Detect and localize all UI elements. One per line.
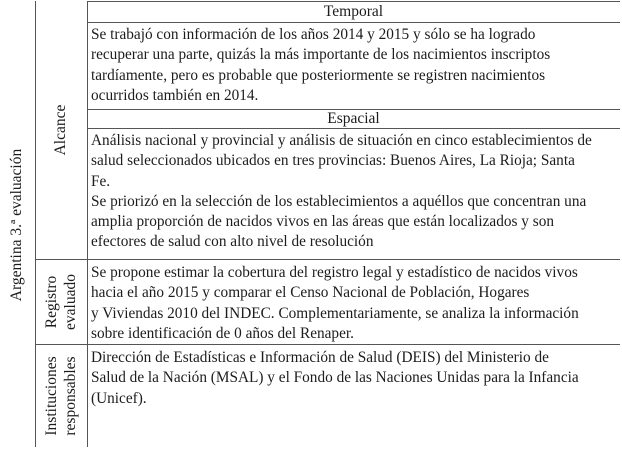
espacial-text — [91, 131, 616, 253]
espacial-line: Fe. — [91, 172, 111, 190]
instituciones-text — [91, 348, 616, 409]
registro-label-line2: evaluado — [62, 274, 79, 330]
instituciones-line: (Unicef). — [91, 389, 147, 407]
temporal-line: tardíamente, pero es probable que posteriormente se registren nacimientos — [91, 66, 546, 84]
instituciones-label-line2: responsables — [62, 356, 79, 436]
rule-under-espacial-heading — [87, 128, 620, 129]
temporal-heading: Temporal — [323, 3, 384, 20]
rule-under-temporal-heading — [87, 22, 620, 23]
registro-text — [91, 263, 616, 344]
temporal-line: ocurridos también en 2014. — [91, 86, 259, 104]
temporal-text — [91, 25, 616, 106]
instituciones-line: Dirección de Estadísticas e Información de Salud (DEIS) del Ministerio de — [91, 349, 549, 366]
rule-left-inner — [87, 1, 88, 447]
alcance-label: Alcance — [52, 104, 69, 156]
registro-line: Se propone estimar la cobertura del registro legal y estadístico de nacidos vivos — [91, 264, 578, 281]
espacial-line: Se priorizó en la selección de los establecimientos a aquéllos que concentran una — [91, 192, 587, 210]
temporal-line: Se trabajó con información de los años 2014 y 2015 y sólo se ha logrado — [91, 26, 536, 43]
instituciones-label — [42, 356, 80, 435]
rule-above-registro — [35, 259, 620, 260]
espacial-line: efectores de salud con alto nivel de resolución — [91, 233, 374, 251]
temporal-line: recuperar una parte, quizás la más importante de los nacimientos inscriptos — [91, 46, 551, 64]
registro-line: y Viviendas 2010 del INDEC. Complementariamente, se analiza la información — [91, 304, 579, 322]
instituciones-label-line1: Instituciones — [43, 356, 60, 436]
espacial-heading: Espacial — [327, 110, 380, 127]
rule-top — [87, 1, 620, 2]
espacial-line: salud seleccionados ubicados en tres provincias: Buenos Aires, La Rioja; Santa — [91, 152, 575, 170]
registro-label — [42, 274, 80, 330]
rule-left-outer — [35, 1, 36, 447]
registro-line: sobre identificación de 0 años del Renaper. — [91, 324, 354, 342]
country-label: Argentina 3.ª evaluación — [8, 148, 25, 302]
registro-label-line1: Registro — [43, 275, 60, 329]
registro-line: hacia el año 2015 y comparar el Censo Nacional de Población, Hogares — [91, 284, 530, 302]
instituciones-line: Salud de la Nación (MSAL) y el Fondo de las Naciones Unidas para la Infancia — [91, 369, 579, 387]
espacial-line: amplia proporción de nacidos vivos en las áreas que están localizados y son — [91, 213, 555, 231]
espacial-line: Análisis nacional y provincial y análisis de situación en cinco establecimientos de — [91, 132, 592, 149]
